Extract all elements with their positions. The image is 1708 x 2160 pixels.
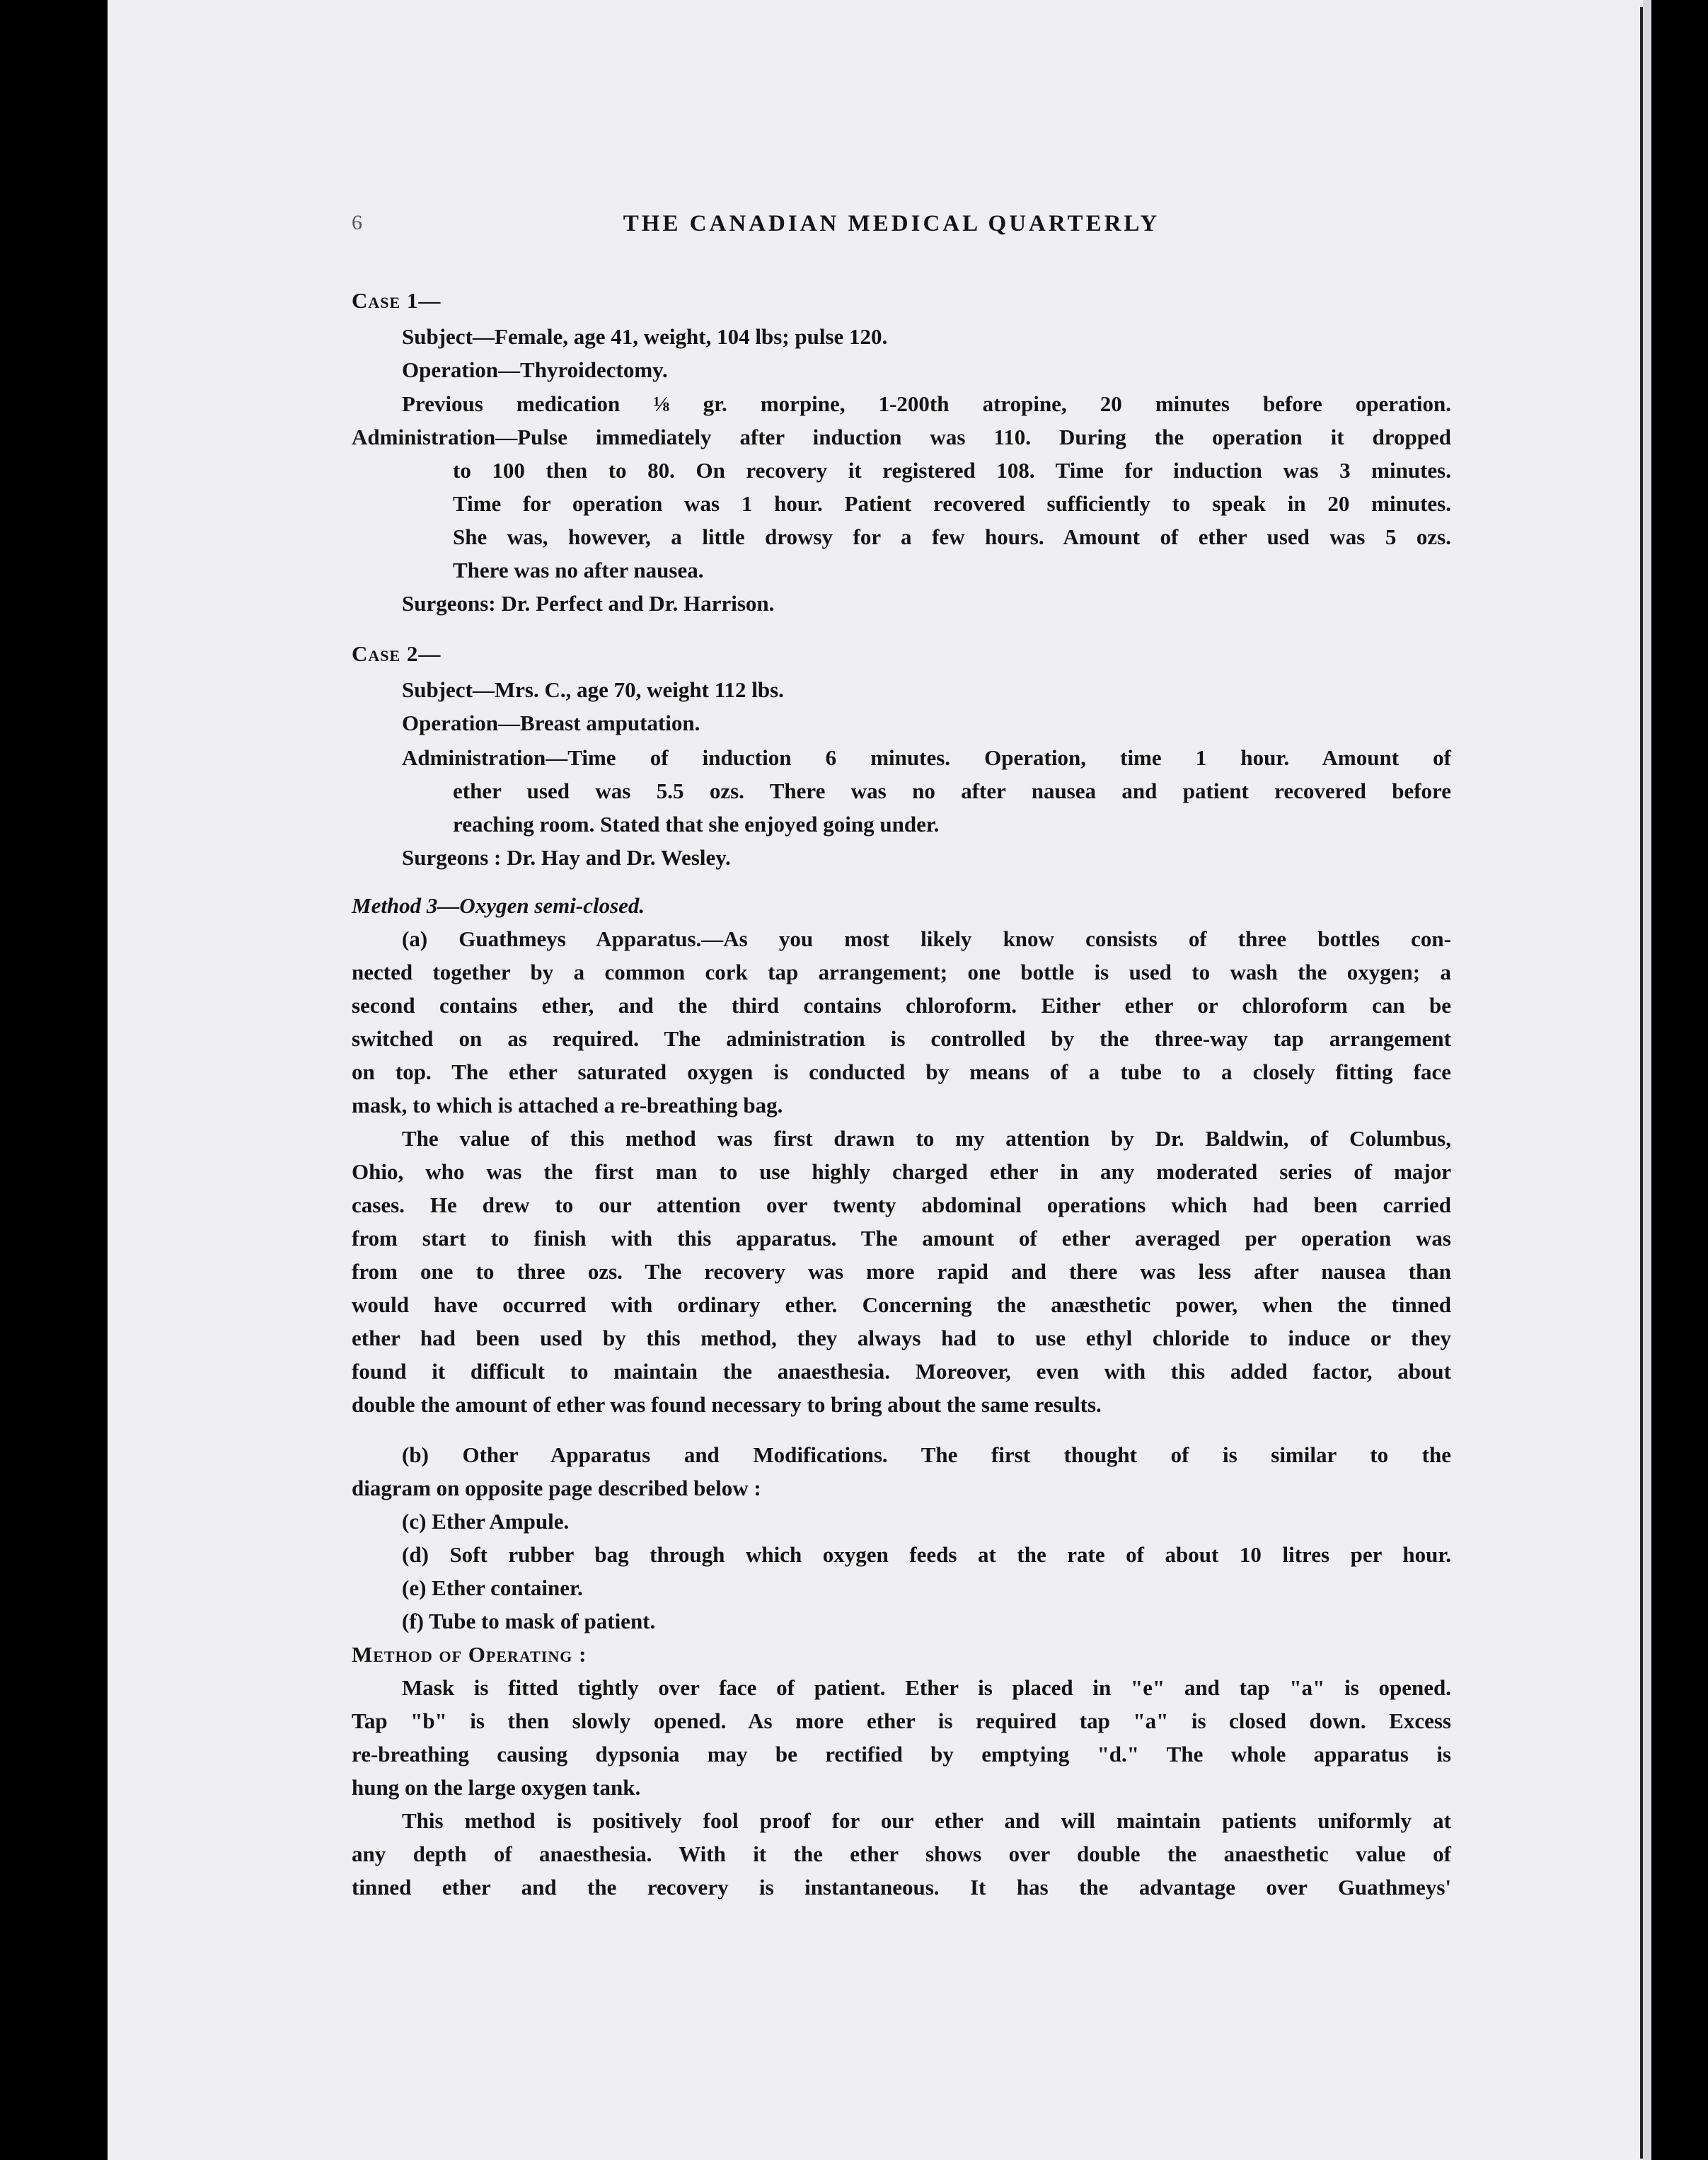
case1-operation: Operation—Thyroidectomy. (402, 357, 668, 382)
paragraph-value-line: Ohio, who was the first man to use highly charged ether in any moderated series of major (352, 1159, 1451, 1184)
case1-administration-line: There was no after nausea. (453, 558, 704, 582)
paragraph-a-line: on top. The ether saturated oxygen is conducted by means of a tube to a closely fitting face (352, 1059, 1451, 1084)
case1-administration-line: She was, however, a little drowsy for a few hours. Amount of ether used was 5 ozs. (453, 524, 1451, 549)
case2-heading: Case 2— (352, 641, 442, 666)
paragraph-a-line: (a) Guathmeys Apparatus.—As you most likely know consists of three bottles con- (402, 926, 1451, 951)
paragraph-operating-line: Mask is fitted tightly over face of patient. Ether is placed in "e" and tap "a" is opened. (402, 1675, 1451, 1700)
list-item: (f) Tube to mask of patient. (402, 1609, 656, 1633)
paragraph-value-line: The value of this method was first drawn to my attention by Dr. Baldwin, of Columbus, (402, 1126, 1451, 1151)
paragraph-operating-line: hung on the large oxygen tank. (352, 1775, 641, 1800)
method-of-operating-heading: Method of Operating : (352, 1642, 587, 1667)
paragraph-value-line: found it difficult to maintain the anaesthesia. Moreover, even with this added factor, about (352, 1359, 1451, 1384)
list-item: (d) Soft rubber bag through which oxygen feeds at the rate of about 10 litres per hour. (402, 1542, 1451, 1567)
list-item: (e) Ether container. (402, 1575, 583, 1600)
paragraph-value-line: from one to three ozs. The recovery was more rapid and there was less after nausea than (352, 1259, 1451, 1284)
paragraph-a-line: nected together by a common cork tap arrangement; one bottle is used to wash the oxygen; a (352, 960, 1451, 984)
paragraph-value-line: ether had been used by this method, they always had to use ethyl chloride to induce or they (352, 1326, 1451, 1350)
paragraph-operating-line: re-breathing causing dypsonia may be rectified by emptying "d." The whole apparatus is (352, 1742, 1451, 1767)
journal-title: THE CANADIAN MEDICAL QUARTERLY (623, 211, 1160, 236)
paragraph-a-line: mask, to which is attached a re-breathing bag. (352, 1093, 783, 1118)
case1-heading: Case 1— (352, 288, 442, 313)
page-edge (1643, 0, 1651, 2160)
case2-administration-line: reaching room. Stated that she enjoyed going under. (453, 812, 940, 837)
paragraph-a-line: switched on as required. The administration is controlled by the three-way tap arrangement (352, 1026, 1451, 1051)
case1-administration-line: Time for operation was 1 hour. Patient recovered sufficiently to speak in 20 minutes. (453, 491, 1451, 516)
case1-subject: Subject—Female, age 41, weight, 104 lbs; pulse 120. (402, 324, 888, 349)
paragraph-value-line: from start to finish with this apparatus. The amount of ether averaged per operation was (352, 1226, 1451, 1251)
paragraph-foolproof-line: This method is positively fool proof for our ether and will maintain patients uniformly at (402, 1808, 1451, 1833)
paragraph-foolproof-line: any depth of anaesthesia. With it the ether shows over double the anaesthetic value of (352, 1842, 1451, 1866)
paragraph-foolproof-line: tinned ether and the recovery is instantaneous. It has the advantage over Guathmeys' (352, 1875, 1451, 1900)
case1-administration-line: to 100 then to 80. On recovery it registered 108. Time for induction was 3 minutes. (453, 458, 1451, 483)
case2-operation: Operation—Breast amputation. (402, 711, 700, 735)
paragraph-a-line: second contains ether, and the third contains chloroform. Either ether or chloroform can be (352, 993, 1451, 1018)
page-number: 6 (352, 211, 362, 234)
list-item: (c) Ether Ampule. (402, 1509, 570, 1534)
paragraph-value-line: cases. He drew to our attention over twenty abdominal operations which had been carried (352, 1193, 1451, 1217)
method3-heading: Method 3—Oxygen semi-closed. (352, 893, 645, 918)
case2-administration-line: ether used was 5.5 ozs. There was no after nausea and patient recovered before (453, 779, 1451, 803)
case1-administration-line: Administration—Pulse immediately after induction was 110. During the operation it dropped (352, 425, 1451, 449)
case1-previous-medication: Previous medication ⅛ gr. morpine, 1-200th atropine, 20 minutes before operation. (402, 391, 1451, 416)
paragraph-value-line: double the amount of ether was found necessary to bring about the same results. (352, 1392, 1102, 1417)
paragraph-operating-line: Tap "b" is then slowly opened. As more ether is required tap "a" is closed down. Excess (352, 1708, 1451, 1733)
case1-surgeons: Surgeons: Dr. Perfect and Dr. Harrison. (402, 591, 775, 616)
paragraph-b-line: diagram on opposite page described below : (352, 1476, 761, 1500)
paragraph-value-line: would have occurred with ordinary ether. Concerning the anæsthetic power, when the tinned (352, 1292, 1451, 1317)
case2-administration-line: Administration—Time of induction 6 minutes. Operation, time 1 hour. Amount of (402, 745, 1451, 770)
case2-surgeons: Surgeons : Dr. Hay and Dr. Wesley. (402, 845, 731, 870)
paragraph-b-line: (b) Other Apparatus and Modifications. The first thought of is similar to the (402, 1442, 1451, 1467)
case2-subject: Subject—Mrs. C., age 70, weight 112 lbs. (402, 677, 784, 702)
